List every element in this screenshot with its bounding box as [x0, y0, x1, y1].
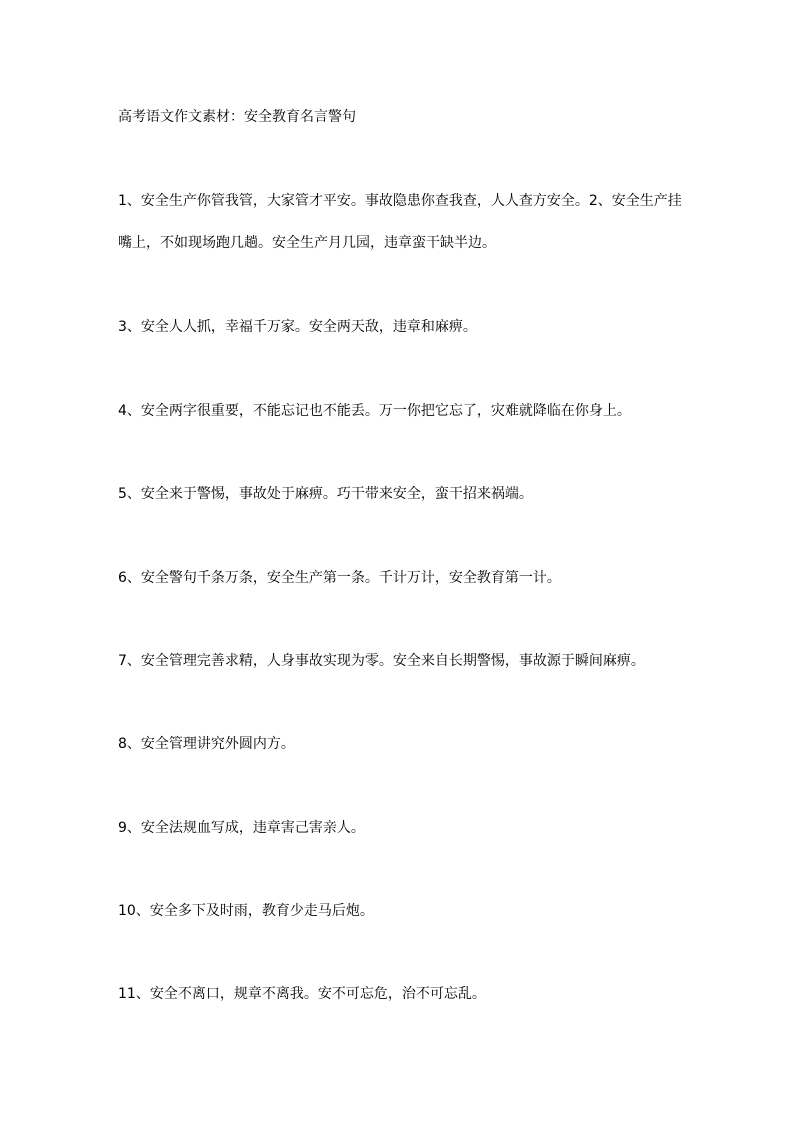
paragraph-line: 8、安全管理讲究外圆内方。 [118, 736, 295, 752]
paragraph-line: 3、安全人人抓，幸福千万家。安全两天敌，违章和麻痹。 [118, 319, 477, 335]
paragraph-line: 4、安全两字很重要，不能忘记也不能丢。万一你把它忘了，灾难就降临在你身上。 [118, 403, 631, 419]
paragraph-line: 5、安全来于警惕，事故处于麻痹。巧干带来安全，蛮干招来祸端。 [118, 486, 533, 502]
paragraph-line: 10、安全多下及时雨，教育少走马后炮。 [118, 903, 374, 919]
paragraph-line: 7、安全管理完善求精，人身事故实现为零。安全来自长期警惕，事故源于瞬间麻痹。 [118, 653, 645, 669]
paragraph-line: 6、安全警句千条万条，安全生产第一条。千计万计，安全教育第一计。 [118, 570, 561, 586]
document-title: 高考语文作文素材：安全教育名言警句 [118, 109, 356, 125]
paragraph-line: 11、安全不离口，规章不离我。安不可忘危，治不可忘乱。 [118, 986, 486, 1002]
paragraph-line: 9、安全法规血写成，违章害己害亲人。 [118, 820, 365, 836]
paragraph-line: 嘴上，不如现场跑几趟。安全生产月几园，违章蛮干缺半边。 [118, 235, 496, 251]
paragraph-line: 1、安全生产你管我管，大家管才平安。事故隐患你查我查，人人查方安全。2、安全生产挂 [118, 193, 682, 209]
